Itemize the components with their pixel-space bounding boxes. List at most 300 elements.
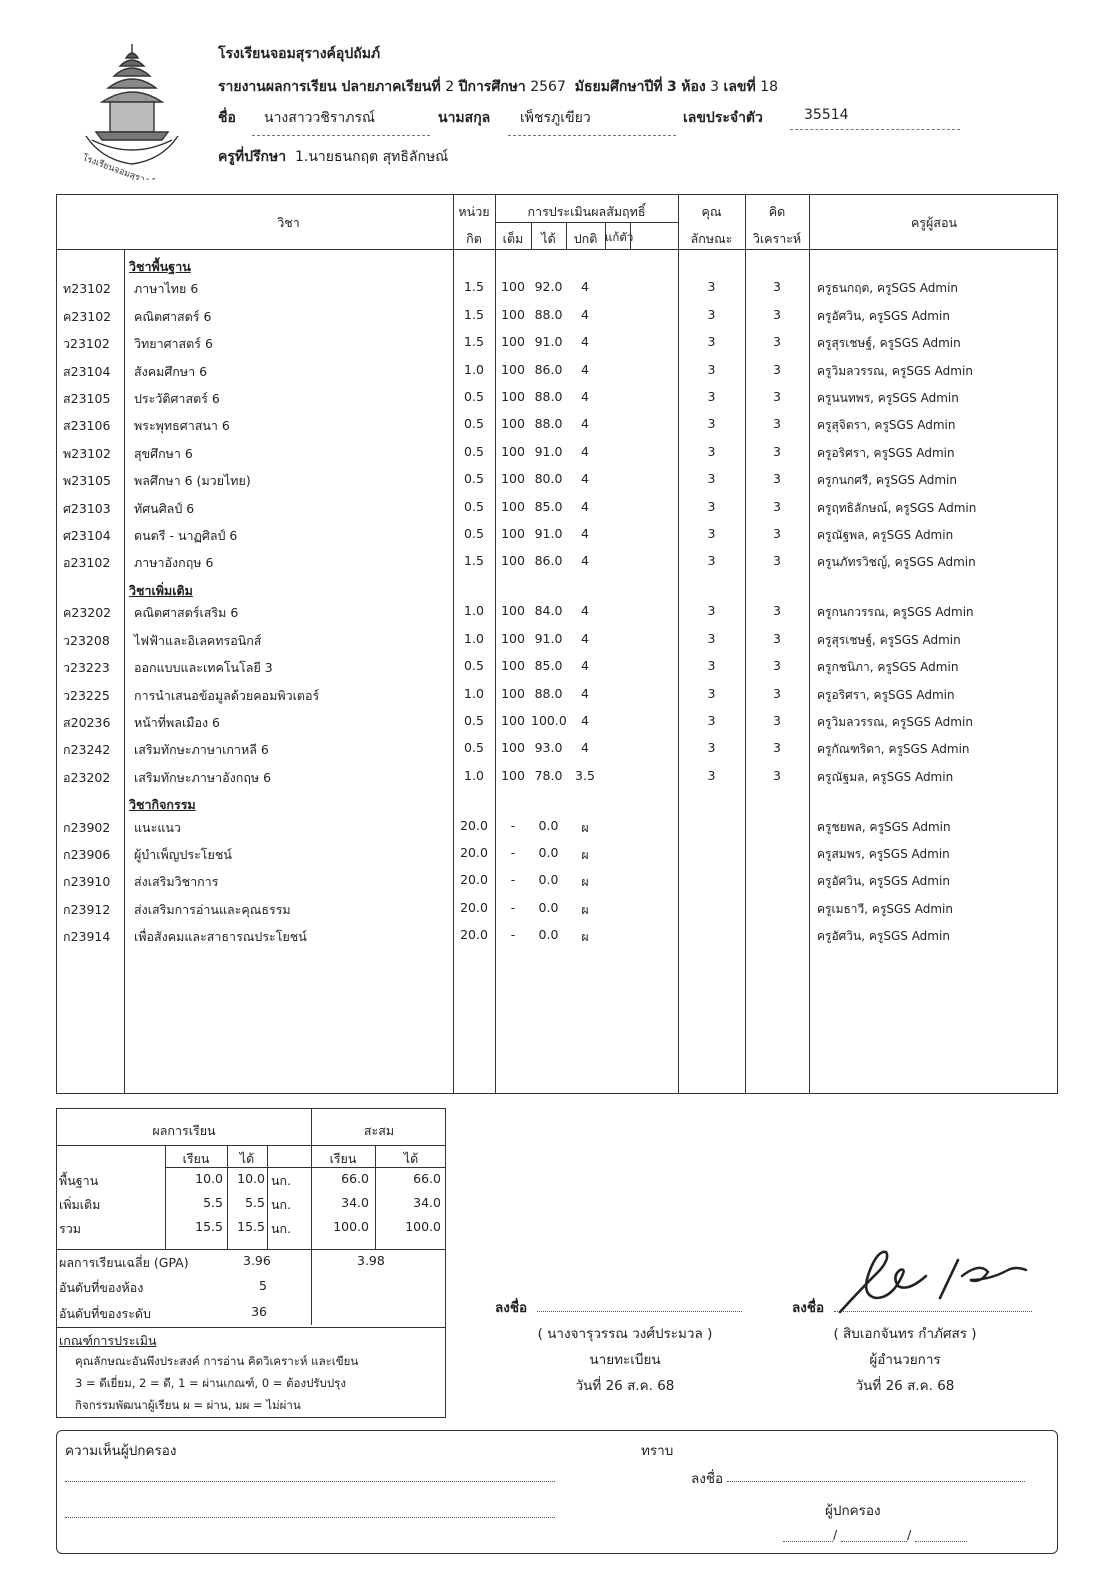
subject-code: ส23105: [63, 391, 111, 407]
criteria-line-3: กิจกรรมพัฒนาผู้เรียน ผ = ผ่าน, มผ = ไม่ผ่าน: [75, 1398, 301, 1412]
full-score: 100: [501, 306, 525, 322]
col-full-header: เต็ม: [502, 231, 524, 246]
credit: 1.0: [464, 767, 484, 783]
teacher: ครูนนทพร, ครูSGS Admin: [817, 391, 959, 406]
registrar-title: นายทะเบียน: [589, 1352, 661, 1368]
summary-box: [56, 1108, 446, 1418]
col-normal-header: ปกติ: [573, 231, 598, 246]
summary-result-title: ผลการเรียน: [152, 1123, 216, 1138]
comment-line-2[interactable]: [65, 1517, 555, 1518]
got-score: 91.0: [534, 334, 563, 350]
summary-study: 15.5: [195, 1219, 223, 1234]
table-row: [57, 599, 1057, 625]
summary-acc-got: 100.0: [405, 1219, 441, 1234]
full-score: -: [510, 899, 516, 915]
subject-name: ทัศนศิลป์ 6: [134, 500, 195, 516]
table-row: [57, 440, 1057, 466]
got-score: 78.0: [534, 767, 563, 783]
summary-unit: นก.: [271, 1221, 292, 1236]
subject-code: ว23225: [63, 687, 110, 703]
director-sign-label: ลงชื่อ: [792, 1300, 825, 1316]
think-score: 3: [773, 603, 781, 619]
subject-code: อ23202: [63, 769, 111, 785]
full-score: 100: [501, 685, 525, 701]
full-score: 100: [501, 416, 525, 432]
gpa-label: ผลการเรียนเฉลี่ย (GPA): [59, 1255, 189, 1270]
think-score: 3: [773, 334, 781, 350]
got-score: 88.0: [534, 685, 563, 701]
summary-row-label: พื้นฐาน: [59, 1173, 99, 1188]
grade: 3.5: [575, 767, 595, 783]
table-row: [57, 358, 1057, 384]
subject-name: สุขศึกษา 6: [134, 445, 193, 461]
director-date: วันที่ 26 ส.ค. 68: [855, 1378, 955, 1394]
subject-name: พระพุทธศาสนา 6: [134, 418, 230, 434]
grade: 4: [581, 471, 589, 487]
credit: 1.5: [464, 279, 484, 295]
credit: 1.0: [464, 630, 484, 646]
no-label: เลขที่: [723, 79, 756, 95]
table-row: [57, 868, 1057, 894]
full-score: 100: [501, 279, 525, 295]
credit: 1.0: [464, 603, 484, 619]
char-score: 3: [707, 471, 716, 487]
got-score: 80.0: [534, 471, 563, 487]
table-row: [57, 330, 1057, 356]
table-row: [57, 736, 1057, 762]
subject-name: ภาษาอังกฤษ 6: [134, 555, 214, 571]
school-logo: [72, 40, 192, 180]
student-id: 35514: [790, 107, 960, 130]
summary-got: 10.0: [237, 1171, 265, 1186]
table-row: [57, 923, 1057, 949]
summary-acc-got: 66.0: [413, 1171, 441, 1186]
think-score: 3: [773, 740, 781, 756]
grade: ผ: [581, 819, 589, 835]
full-score: 100: [501, 740, 525, 756]
summary-col-acc-got: ได้: [403, 1151, 419, 1166]
full-score: 100: [501, 526, 525, 542]
name-label: ชื่อ: [218, 110, 236, 126]
char-score: 3: [707, 306, 716, 322]
summary-col-got: ได้: [239, 1151, 255, 1166]
char-score: 3: [707, 498, 716, 514]
table-row: [57, 841, 1057, 867]
registrar-sign-label: ลงชื่อ: [495, 1300, 528, 1316]
subject-code: ก23906: [63, 847, 111, 862]
credit: 0.5: [464, 740, 484, 756]
think-score: 3: [773, 685, 781, 701]
credit: 0.5: [464, 498, 484, 514]
full-score: 100: [501, 658, 525, 674]
summary-study: 10.0: [195, 1171, 223, 1186]
got-score: 91.0: [534, 630, 563, 646]
subject-code: ส23106: [63, 418, 111, 434]
grade: 4: [581, 334, 589, 350]
credit: 0.5: [464, 389, 484, 405]
table-row: [57, 549, 1057, 575]
parent-sign-label: ลงชื่อ: [691, 1471, 724, 1487]
grade: ผ: [581, 847, 589, 862]
credit: 1.0: [464, 685, 484, 701]
credit: 0.5: [464, 526, 484, 542]
got-score: 84.0: [534, 603, 563, 619]
grade: 4: [581, 658, 589, 674]
table-row: [57, 764, 1057, 790]
got-score: 88.0: [534, 306, 563, 322]
table-row: [57, 385, 1057, 411]
got-score: 0.0: [538, 927, 559, 943]
teacher: ครูสุจิตรา, ครูSGS Admin: [817, 418, 956, 433]
teacher: ครูสุรเชษฐ์, ครูSGS Admin: [817, 336, 961, 351]
think-score: 3: [773, 526, 781, 542]
credit: 20.0: [460, 817, 488, 833]
col-fix-header: แก้ตัว: [605, 230, 634, 244]
think-score: 3: [773, 767, 781, 783]
director-title: ผู้อำนวยการ: [869, 1352, 941, 1368]
grade: 4: [581, 361, 589, 377]
got-score: 0.0: [538, 872, 559, 888]
svg-text:โรงเรียนจอมสุรางค์อุปถัมภ์: โรงเรียนจอมสุรางค์อุปถัมภ์: [80, 153, 183, 180]
teacher: ครูอัศวิน, ครูSGS Admin: [817, 874, 950, 889]
credit: 1.5: [464, 553, 484, 569]
full-score: 100: [501, 389, 525, 405]
full-score: -: [510, 927, 516, 943]
gpa-value: 3.96: [243, 1253, 271, 1268]
credit: 0.5: [464, 443, 484, 459]
subject-name: แนะแนว: [134, 819, 181, 835]
grade: 4: [581, 603, 589, 619]
section-title: วิชาเพิ่มเติม: [129, 582, 193, 598]
teacher: ครูกัณฑริดา, ครูSGS Admin: [817, 742, 970, 757]
director-signature: [830, 1240, 1030, 1320]
summary-unit: นก.: [271, 1173, 292, 1188]
col-think-header-top: คิด: [768, 204, 786, 219]
got-score: 92.0: [534, 279, 563, 295]
subject-code: ว23102: [63, 336, 110, 352]
table-row: [57, 412, 1057, 438]
credit: 20.0: [460, 927, 488, 943]
surname-label: นามสกุล: [438, 110, 491, 126]
ack-label: ทราบ: [641, 1443, 674, 1459]
comment-line-1[interactable]: [65, 1481, 555, 1482]
subject-code: ก23914: [63, 929, 111, 945]
char-score: 3: [707, 630, 716, 646]
think-score: 3: [773, 630, 781, 646]
report-title-line: [218, 76, 778, 98]
full-score: 100: [501, 471, 525, 487]
rank-room-value: 5: [259, 1278, 267, 1293]
subject-code: ศ23103: [63, 500, 111, 516]
credit: 20.0: [460, 845, 488, 860]
student-surname: เพ็ชรภูเขียว: [508, 107, 676, 136]
teacher: ครูวิมลวรรณ, ครูSGS Admin: [817, 714, 973, 729]
teacher: ครูฤทธิลักษณ์, ครูSGS Admin: [817, 500, 977, 515]
subject-name: คณิตศาสตร์เสริม 6: [134, 605, 239, 621]
teacher: ครูณัฐมล, ครูSGS Admin: [817, 769, 954, 784]
credit: 20.0: [460, 872, 488, 888]
full-score: 100: [501, 553, 525, 569]
subject-name: ประวัติศาสตร์ 6: [134, 391, 220, 407]
parent-role: ผู้ปกครอง: [825, 1503, 881, 1519]
full-score: -: [510, 817, 516, 833]
date-slash-1: /: [833, 1527, 838, 1542]
table-row: [57, 654, 1057, 680]
table-row: [57, 709, 1057, 735]
room-label: ห้อง: [681, 79, 706, 95]
parent-comment-label: ความเห็นผู้ปกครอง: [65, 1443, 177, 1459]
char-score: 3: [707, 712, 716, 728]
student-name: นางสาววชิราภรณ์: [252, 107, 430, 136]
summary-col-acc-study: เรียน: [329, 1151, 357, 1166]
got-score: 86.0: [534, 361, 563, 377]
table-row: [57, 275, 1057, 301]
char-score: 3: [707, 389, 716, 405]
char-score: 3: [707, 279, 716, 295]
registrar-sign-line: [537, 1311, 742, 1312]
full-score: 100: [501, 712, 525, 728]
grade: ผ: [581, 874, 589, 890]
grade: ผ: [581, 901, 589, 917]
summary-acc-got: 34.0: [413, 1195, 441, 1210]
subject-name: เสริมทักษะภาษาเกาหลี 6: [134, 742, 269, 758]
subject-name: วิทยาศาสตร์ 6: [134, 336, 213, 352]
got-score: 0.0: [538, 845, 559, 860]
grade: 4: [581, 498, 589, 514]
char-score: 3: [707, 526, 716, 542]
teacher: ครูชยพล, ครูSGS Admin: [817, 819, 951, 834]
think-score: 3: [773, 389, 781, 405]
teacher: ครูอัศวิน, ครูSGS Admin: [817, 929, 950, 944]
table-row: [57, 495, 1057, 521]
full-score: 100: [501, 630, 525, 646]
parent-date-year[interactable]: [915, 1541, 967, 1542]
summary-got: 5.5: [245, 1195, 265, 1210]
subject-name: ผู้บำเพ็ญประโยชน์: [134, 847, 232, 862]
summary-study: 5.5: [203, 1195, 223, 1210]
credit: 0.5: [464, 416, 484, 432]
director-name: ( สิบเอกจันทร กำภัศสร ): [833, 1326, 977, 1342]
subject-code: พ23102: [63, 445, 112, 461]
think-score: 3: [773, 306, 781, 322]
room: 3: [710, 79, 720, 95]
grade: 4: [581, 443, 589, 459]
got-score: 85.0: [534, 658, 563, 674]
registrar-date: วันที่ 26 ส.ค. 68: [575, 1378, 675, 1394]
subject-name: หน้าที่พลเมือง 6: [134, 714, 220, 730]
teacher: ครูวิมลวรรณ, ครูSGS Admin: [817, 363, 973, 378]
section-title: วิชาพื้นฐาน: [129, 259, 191, 274]
subject-name: ไฟฟ้าและอิเลคทรอนิกส์: [134, 632, 262, 648]
subject-name: สังคมศึกษา 6: [134, 363, 208, 379]
think-score: 3: [773, 498, 781, 514]
school-name: โรงเรียนจอมสุรางค์อุปถัมภ์: [218, 46, 381, 62]
teacher: ครูอริศรา, ครูSGS Admin: [817, 445, 955, 460]
col-char-header-top: คุณ: [701, 204, 722, 219]
table-row: [57, 522, 1057, 548]
got-score: 0.0: [538, 899, 559, 915]
teacher: ครูนภัทรวิชญ์, ครูSGS Admin: [817, 555, 976, 570]
year-label: ปีการศึกษา: [458, 79, 526, 95]
advisor-label: ครูที่ปรึกษา: [218, 149, 287, 165]
full-score: 100: [501, 443, 525, 459]
got-score: 100.0: [531, 712, 567, 728]
think-score: 3: [773, 712, 781, 728]
grade: 4: [581, 630, 589, 646]
subject-code: ก23242: [63, 742, 111, 758]
summary-acc-study: 34.0: [341, 1195, 369, 1210]
summary-acc-study: 66.0: [341, 1171, 369, 1186]
parent-date-month[interactable]: [841, 1541, 907, 1542]
char-score: 3: [707, 334, 716, 350]
subject-name: เพื่อสังคมและสาธารณประโยชน์: [134, 929, 307, 945]
report-label: รายงานผลการเรียน ปลายภาคเรียนที่: [218, 79, 441, 95]
got-score: 85.0: [534, 498, 563, 514]
grade-table: [56, 194, 1058, 1094]
summary-row-label: รวม: [59, 1221, 81, 1236]
subject-code: ศ23104: [63, 528, 111, 544]
grade: 4: [581, 389, 589, 405]
rank-level-value: 36: [251, 1304, 267, 1319]
got-score: 88.0: [534, 416, 563, 432]
col-credit-header-top: หน่วย: [458, 204, 490, 219]
grade: 4: [581, 740, 589, 756]
credit: 0.5: [464, 658, 484, 674]
full-score: 100: [501, 767, 525, 783]
grade: 4: [581, 416, 589, 432]
grade: ผ: [581, 929, 589, 945]
subject-name: ภาษาไทย 6: [134, 281, 199, 297]
credit: 1.5: [464, 334, 484, 350]
gpa-accum-value: 3.98: [357, 1253, 385, 1268]
got-score: 86.0: [534, 553, 563, 569]
subject-code: ก23912: [63, 901, 111, 917]
col-think-header-bottom: วิเคราะห์: [752, 231, 802, 246]
grade: 4: [581, 712, 589, 728]
parent-date-day[interactable]: [783, 1541, 833, 1542]
semester: 2: [445, 79, 455, 95]
table-row: [57, 303, 1057, 329]
full-score: 100: [501, 334, 525, 350]
think-score: 3: [773, 443, 781, 459]
grade: 4: [581, 279, 589, 295]
subject-code: ก23902: [63, 819, 111, 835]
think-score: 3: [773, 361, 781, 377]
id-label: เลขประจำตัว: [683, 110, 763, 126]
teacher: ครูณัฐพล, ครูSGS Admin: [817, 528, 954, 543]
subject-name: ส่งเสริมการอ่านและคุณธรรม: [134, 901, 291, 917]
subject-name: พลศึกษา 6 (มวยไทย): [134, 473, 251, 489]
think-score: 3: [773, 279, 781, 295]
parent-comment-box: [56, 1430, 1058, 1554]
parent-sign-line[interactable]: [727, 1481, 1025, 1482]
student-no: 18: [760, 79, 778, 95]
full-score: 100: [501, 498, 525, 514]
got-score: 91.0: [534, 526, 563, 542]
subject-name: เสริมทักษะภาษาอังกฤษ 6: [134, 769, 272, 785]
table-row: [57, 896, 1057, 922]
teacher: ครูกนกวรรณ, ครูSGS Admin: [817, 605, 974, 620]
credit: 0.5: [464, 712, 484, 728]
rank-room-label: อันดับที่ของห้อง: [59, 1280, 144, 1295]
summary-unit: นก.: [271, 1197, 292, 1212]
char-score: 3: [707, 767, 716, 783]
full-score: -: [510, 845, 516, 860]
full-score: -: [510, 872, 516, 888]
char-score: 3: [707, 416, 716, 432]
char-score: 3: [707, 443, 716, 459]
teacher: ครูกนกศรี, ครูSGS Admin: [817, 473, 957, 488]
teacher: ครูธนกฤต, ครูSGS Admin: [817, 281, 959, 296]
subject-code: ค23202: [63, 605, 112, 621]
char-score: 3: [707, 658, 716, 674]
got-score: 88.0: [534, 389, 563, 405]
credit: 1.0: [464, 361, 484, 377]
table-row: [57, 627, 1057, 653]
grade-label: มัธยมศึกษาปีที่: [574, 79, 663, 95]
teacher: ครูสมพร, ครูSGS Admin: [817, 847, 950, 861]
col-subject-header: วิชา: [277, 215, 300, 230]
registrar-name: ( นางจารุวรรณ วงศ์ประมวล ): [537, 1326, 713, 1342]
subject-name: การนำเสนอข้อมูลด้วยคอมพิวเตอร์: [134, 687, 320, 703]
section-title: วิชากิจกรรม: [129, 797, 196, 813]
grade: 4: [581, 553, 589, 569]
grade: 4: [581, 526, 589, 542]
full-score: 100: [501, 361, 525, 377]
subject-name: ออกแบบและเทคโนโลยี 3: [134, 660, 273, 676]
char-score: 3: [707, 740, 716, 756]
advisor-name: 1.นายธนกฤต สุทธิลักษณ์: [295, 149, 449, 165]
subject-code: ค23102: [63, 308, 112, 324]
subject-code: ส20236: [63, 714, 111, 730]
rank-level-label: อันดับที่ของระดับ: [59, 1306, 151, 1321]
subject-name: คณิตศาสตร์ 6: [134, 308, 212, 324]
char-score: 3: [707, 685, 716, 701]
col-teacher-header: ครูผู้สอน: [910, 215, 958, 230]
subject-code: ก23910: [63, 874, 111, 890]
think-score: 3: [773, 553, 781, 569]
subject-name: ส่งเสริมวิชาการ: [134, 874, 219, 890]
char-score: 3: [707, 553, 716, 569]
year: 2567: [530, 79, 566, 95]
col-char-header-bottom: ลักษณะ: [690, 231, 733, 246]
got-score: 93.0: [534, 740, 563, 756]
col-assessment-header: การประเมินผลสัมฤทธิ์: [527, 204, 646, 219]
grade: 4: [581, 685, 589, 701]
teacher: ครูกชนิภา, ครูSGS Admin: [817, 660, 959, 675]
credit: 20.0: [460, 899, 488, 915]
summary-accum-title: สะสม: [363, 1123, 395, 1138]
summary-col-study: เรียน: [182, 1151, 210, 1166]
table-row: [57, 682, 1057, 708]
grade: 4: [581, 306, 589, 322]
got-score: 0.0: [538, 817, 559, 833]
teacher: ครูอัศวิน, ครูSGS Admin: [817, 308, 950, 323]
subject-code: ส23104: [63, 363, 111, 379]
table-row: [57, 467, 1057, 493]
criteria-line-1: คุณลักษณะอันพึงประสงค์ การอ่าน คิดวิเคราะห์ และเขียน: [75, 1354, 359, 1368]
think-score: 3: [773, 658, 781, 674]
teacher: ครูเมธาวี, ครูSGS Admin: [817, 901, 953, 916]
criteria-line-2: 3 = ดีเยี่ยม, 2 = ดี, 1 = ผ่านเกณฑ์, 0 = ต้องปรับปรุง: [75, 1376, 346, 1390]
grade: 3: [667, 79, 677, 95]
subject-code: ท23102: [63, 281, 112, 297]
teacher: ครูสุรเชษฐ์, ครูSGS Admin: [817, 632, 961, 647]
summary-acc-study: 100.0: [333, 1219, 369, 1234]
think-score: 3: [773, 416, 781, 432]
col-credit-header-bottom: กิต: [466, 231, 482, 246]
col-got-header: ได้: [541, 231, 556, 246]
